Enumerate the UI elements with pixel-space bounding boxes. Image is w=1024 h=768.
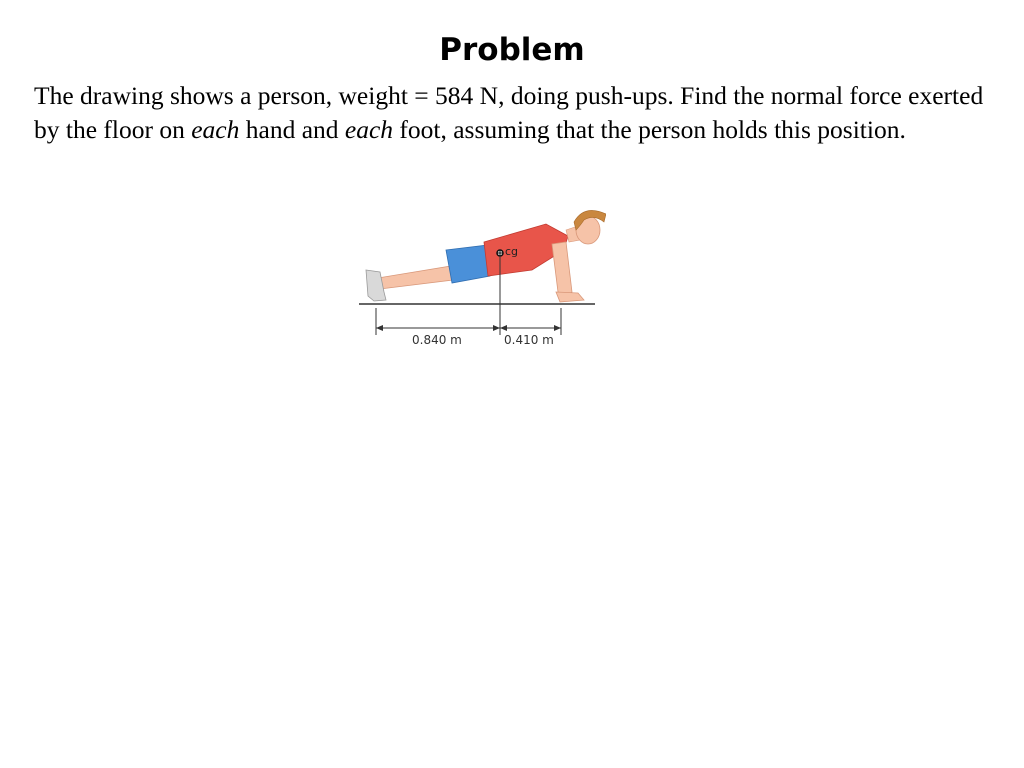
pushup-figure xyxy=(356,200,606,352)
person-legs xyxy=(378,266,453,289)
problem-statement xyxy=(34,79,994,146)
dim-arrow-left-start xyxy=(376,325,383,331)
person-shorts xyxy=(446,245,490,283)
dim-arrow-left-end xyxy=(493,325,500,331)
problem-text-part1: The drawing shows a person, weight = 584 N, doing push-ups. Find the normal force exerted by the floor on xyxy=(34,81,984,144)
pushup-diagram xyxy=(356,200,606,352)
problem-text-part3: foot, assuming that the person holds this position. xyxy=(393,114,906,144)
problem-text-emphasis-each-foot: each xyxy=(344,114,394,144)
problem-text-part2: hand and xyxy=(239,114,345,144)
page-title: Problem xyxy=(439,32,585,68)
dim-arrow-right-start xyxy=(500,325,507,331)
person-arm xyxy=(552,242,572,296)
problem-text-emphasis-each-hand: each xyxy=(191,114,240,144)
person-shoe xyxy=(366,270,386,301)
dim-arrow-right-end xyxy=(554,325,561,331)
dim-label-left: 0.840 m xyxy=(412,333,462,347)
dim-label-right: 0.410 m xyxy=(504,333,554,347)
cg-label: cg xyxy=(505,245,519,258)
person-hand xyxy=(556,292,584,302)
